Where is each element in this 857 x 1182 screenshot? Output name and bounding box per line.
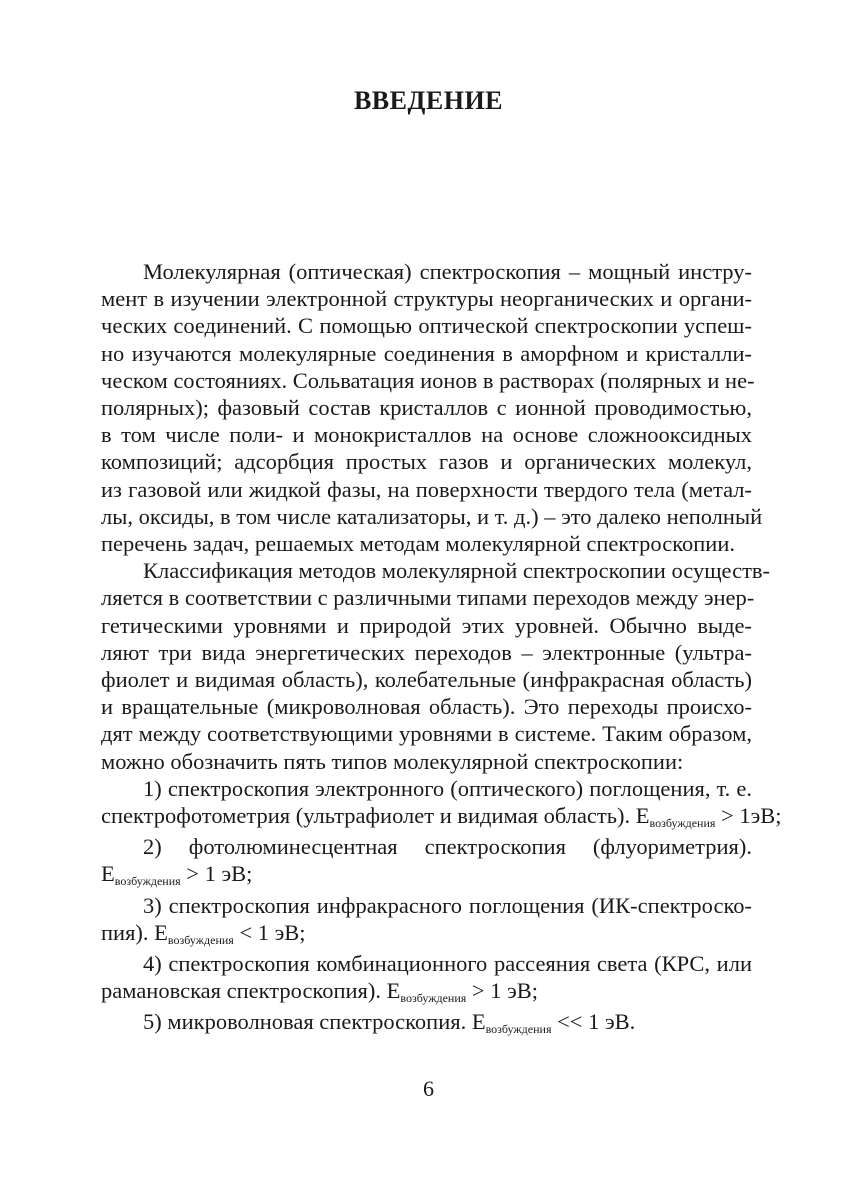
chapter-title: ВВЕДЕНИЕ [353, 86, 504, 115]
list-item-microwave [101, 1008, 752, 1035]
text-line [101, 977, 752, 1004]
paragraph-classification [101, 557, 771, 775]
inline-text: пия). E [101, 919, 168, 945]
text-line: можно обозначить пять типов молекулярной спектроскопии: [101, 748, 684, 774]
paragraph-intro [101, 258, 763, 557]
text-line: из газовой или жидкой фазы, на поверхности твердого тела (метал- [101, 476, 752, 502]
text-line: фиолет и видимая область), колебательные (инфракрасная область) [101, 667, 752, 693]
text-line: Классификация методов молекулярной спектроскопии осуществ- [143, 558, 771, 584]
inline-text: < 1 эВ; [233, 919, 306, 945]
text-line: мент в изучении электронной структуры неорганических и органи- [101, 286, 752, 312]
text-line: ческом состояниях. Сольватация ионов в растворах (полярных и не- [101, 367, 755, 393]
subscript: возбуждения [649, 816, 716, 831]
text-line: перечень задач, решаемых методам молекулярной спектроскопии. [101, 531, 735, 557]
text-line [101, 1008, 752, 1035]
subscript: возбуждения [400, 991, 467, 1006]
text-line: 2) фотолюминесцентная спектроскопия (флуориметрия). [143, 834, 752, 860]
text-line [101, 802, 782, 831]
inline-text: спектрофотометрия (ультрафиолет и видимая область). E [101, 803, 650, 829]
text-line: ляют три вида энергетических переходов – электронные (ультра- [101, 639, 752, 665]
text-line: лы, оксиды, в том числе катализаторы, и т. д.) – это далеко неполный [101, 503, 763, 529]
text-line: ческих соединений. С помощью оптической спектроскопии успеш- [101, 313, 752, 339]
inline-text: > 1эВ; [715, 803, 782, 829]
text-line: композиций; адсорбция простых газов и органических молекул, [101, 449, 752, 475]
text-line: 1) спектроскопия электронного (оптического) поглощения, т. е. [143, 775, 752, 801]
inline-text: > 1 эВ; [466, 978, 539, 1004]
list-item-ir [101, 892, 752, 946]
page-number: 6 [423, 1076, 434, 1101]
list-item-fluorimetry [101, 833, 752, 887]
text-line: полярных); фазовый состав кристаллов с ионной проводимостью, [101, 395, 752, 421]
inline-text: E [101, 861, 115, 887]
body-text [101, 258, 782, 1037]
list-item-uv-vis [101, 775, 782, 831]
subscript: возбуждения [114, 874, 181, 889]
inline-text: рамановская спектроскопия). E [101, 978, 401, 1004]
text-line: в том числе поли- и монокристаллов на основе сложнооксидных [101, 422, 752, 448]
inline-text: 5) микроволновая спектроскопия. E [143, 1009, 486, 1035]
text-line [101, 860, 752, 887]
text-line: но изучаются молекулярные соединения в аморфном и кристалли- [101, 340, 752, 366]
inline-text: > 1 эВ; [180, 861, 253, 887]
text-line [101, 919, 752, 946]
text-line: Молекулярная (оптическая) спектроскопия – мощный инстру- [143, 259, 752, 284]
text-line: ляется в соответствии с различными типами переходов между энер- [101, 585, 755, 611]
text-line: дят между соответствующими уровнями в системе. Таким образом, [101, 721, 752, 747]
inline-text: << 1 эВ. [551, 1009, 636, 1035]
subscript: возбуждения [167, 932, 234, 947]
text-line: 4) спектроскопия комбинационного рассеяния света (КРС, или [143, 951, 752, 977]
subscript: возбуждения [485, 1022, 552, 1037]
list-item-raman [101, 950, 752, 1004]
text-line: и вращательные (микроволновая область). Это переходы происхо- [101, 694, 752, 720]
text-line: гетическими уровнями и природой этих уровней. Обычно выде- [101, 612, 752, 638]
text-line: 3) спектроскопия инфракрасного поглощения (ИК-спектроско- [143, 892, 752, 918]
